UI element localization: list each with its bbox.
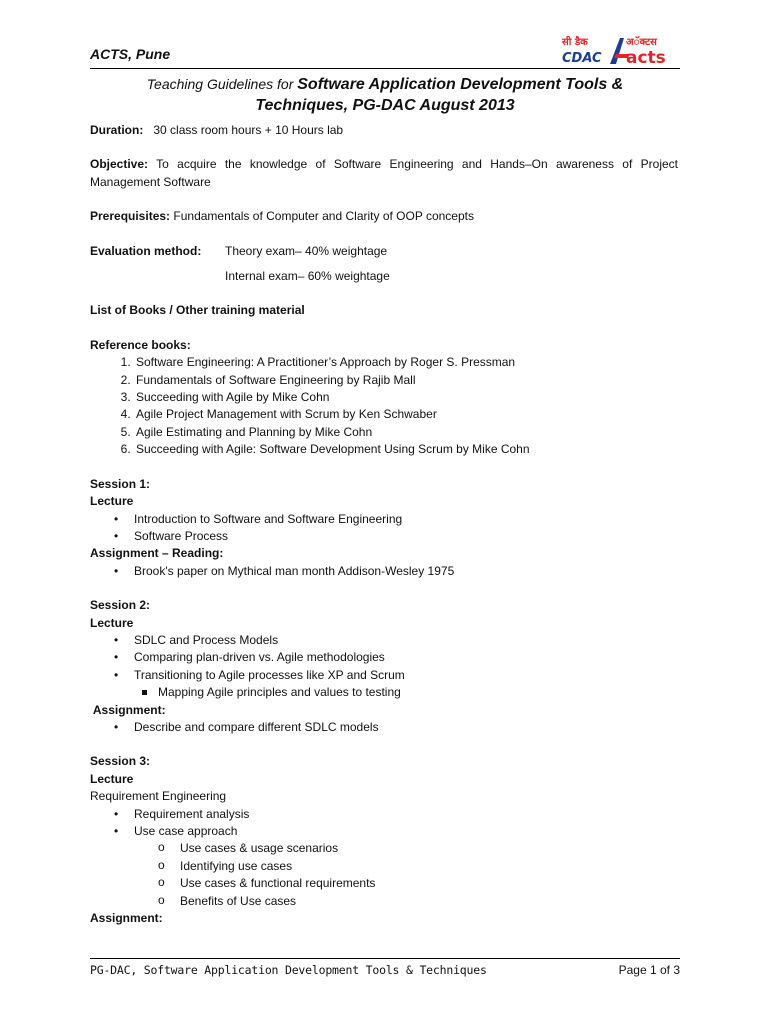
- list-item: [134, 667, 678, 702]
- evaluation-label: Evaluation method:: [90, 243, 202, 258]
- books-heading: List of Books / Other training material: [90, 303, 305, 318]
- reference-heading: Reference books:: [90, 337, 191, 352]
- list-item: • Software Process: [134, 528, 678, 545]
- session3-sub-list: [90, 840, 678, 910]
- objective-line: [90, 156, 678, 191]
- sub-list-item: o Use cases & usage scenarios: [180, 840, 678, 857]
- session2-assignment-label: Assignment:: [90, 702, 166, 717]
- session3-heading: Session 3:: [90, 754, 151, 769]
- duration-line: [90, 122, 678, 139]
- session3-assignment-label: Assignment:: [90, 911, 163, 926]
- title-prefix: Teaching Guidelines for: [146, 76, 298, 92]
- list-item: • Introduction to Software and Software Engineering: [134, 511, 678, 528]
- book-item: 3. Succeeding with Agile by Mike Cohn: [134, 389, 678, 406]
- list-item-text: Transitioning to Agile processes like XP and Scrum: [134, 667, 405, 682]
- list-item: • Comparing plan-driven vs. Agile methodologies: [134, 649, 678, 666]
- page-footer: [90, 958, 680, 981]
- objective-label: Objective:: [90, 157, 149, 172]
- sub-list-item: Mapping Agile principles and values to testing: [158, 684, 678, 701]
- session1-lecture-list: [90, 511, 678, 546]
- page-header: [90, 32, 680, 69]
- session1-heading: Session 1:: [90, 476, 151, 491]
- list-item: • SDLC and Process Models: [134, 632, 678, 649]
- session3-topic: Requirement Engineering: [90, 789, 227, 804]
- cdac-acts-logo: [560, 34, 680, 66]
- svg-text:सी डैक: सी डैक: [562, 37, 588, 48]
- svg-text:CDAC: CDAC: [562, 51, 602, 66]
- document-title: [90, 74, 680, 116]
- prerequisites-line: [90, 208, 678, 225]
- session1-lecture-label: Lecture: [90, 494, 134, 509]
- session3-lecture-label: Lecture: [90, 771, 134, 786]
- evaluation-item: Theory exam– 40% weightage: [225, 243, 388, 258]
- title-main-line1: Software Application Development Tools &: [297, 76, 624, 93]
- sub-list-item: o Benefits of Use cases: [180, 893, 678, 910]
- sub-list-item: o Identifying use cases: [180, 858, 678, 875]
- reference-book-list: [90, 354, 678, 458]
- cdac-acts-logo-icon: [560, 34, 680, 66]
- svg-text:अॅक्टस: अॅक्टस: [626, 37, 657, 48]
- page-number: Page 1 of 3: [618, 963, 680, 977]
- prerequisites-value: Fundamentals of Computer and Clarity of OOP concepts: [173, 209, 474, 224]
- sub-list-item: o Use cases & functional requirements: [180, 875, 678, 892]
- header-org: ACTS, Pune: [90, 46, 171, 62]
- session2-heading: Session 2:: [90, 598, 151, 613]
- book-item: 2. Fundamentals of Software Engineering by Rajib Mall: [134, 372, 678, 389]
- list-item: • Describe and compare different SDLC models: [134, 719, 678, 736]
- session1-assignment-label: Assignment – Reading:: [90, 546, 224, 561]
- session2-lecture-label: Lecture: [90, 615, 134, 630]
- book-item: 1. Software Engineering: A Practitioner’s Approach by Roger S. Pressman: [134, 354, 678, 371]
- book-item: 6. Succeeding with Agile: Software Development Using Scrum by Mike Cohn: [134, 441, 678, 458]
- footer-course-title: PG-DAC, Software Application Development Tools & Techniques: [90, 963, 487, 977]
- duration-label: Duration:: [90, 123, 144, 137]
- evaluation-items: [225, 243, 390, 286]
- session3-lecture-list: [90, 806, 678, 841]
- title-main-line2: Techniques, PG-DAC August 2013: [255, 97, 515, 114]
- duration-value: 30 class room hours + 10 Hours lab: [153, 123, 344, 137]
- document-body: [90, 122, 678, 927]
- session2-lecture-list: [90, 632, 678, 702]
- session2-assignment-list: [90, 719, 678, 736]
- objective-value: To acquire the knowledge of Software Engineering and Hands–On awareness of Project Management Software: [90, 157, 678, 189]
- session2-sub-list: [134, 684, 678, 701]
- evaluation-item: Internal exam– 60% weightage: [225, 269, 390, 284]
- session1-assignment-list: [90, 563, 678, 580]
- book-item: 5. Agile Estimating and Planning by Mike Cohn: [134, 424, 678, 441]
- book-item: 4. Agile Project Management with Scrum by Ken Schwaber: [134, 406, 678, 423]
- evaluation-row: [90, 243, 678, 286]
- svg-text:acts: acts: [626, 48, 666, 66]
- list-item: • Brook's paper on Mythical man month Addison-Wesley 1975: [134, 563, 678, 580]
- prerequisites-label: Prerequisites:: [90, 209, 171, 224]
- list-item: • Requirement analysis: [134, 806, 678, 823]
- list-item: [134, 823, 678, 840]
- list-item-text: Use case approach: [134, 824, 238, 838]
